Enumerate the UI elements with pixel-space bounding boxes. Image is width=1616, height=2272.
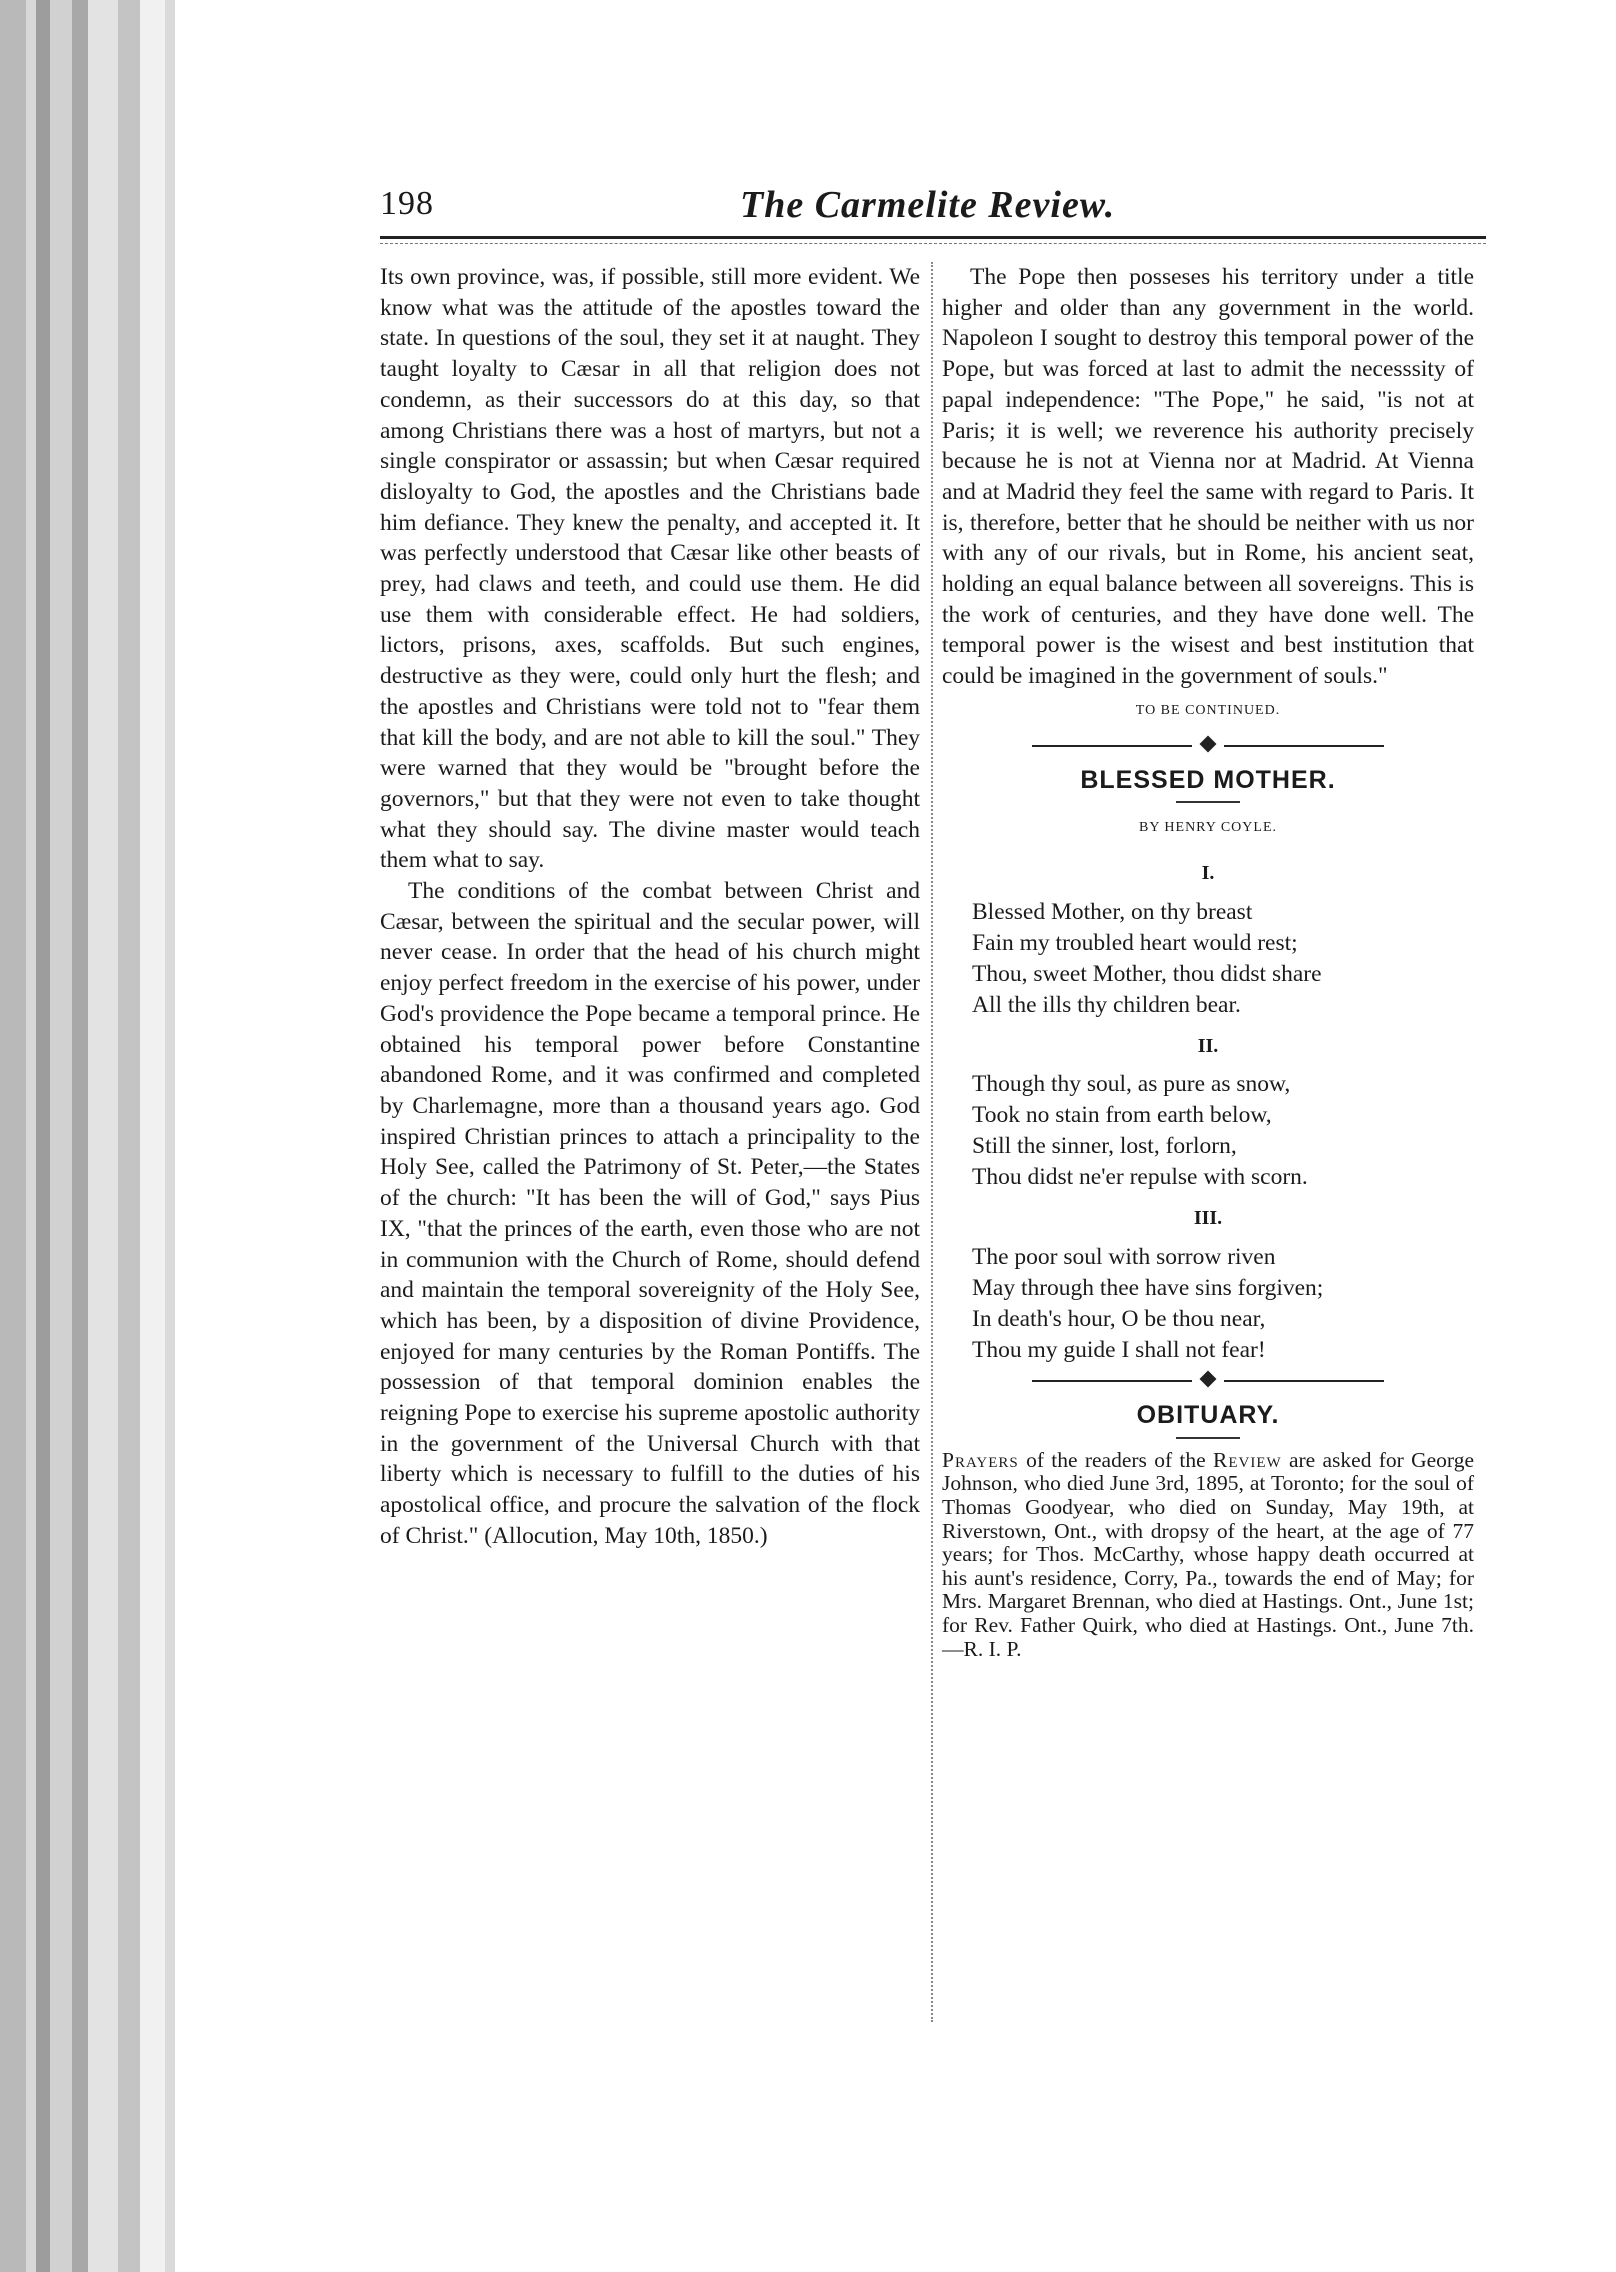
obituary-body: are asked for George Johnson, who died June 3rd, 1895, at Toronto; for the soul of Thomas Goodyear, who died on Sunday, May 19th, at Riverstown, Ont., with dropsy of the heart, at the age of 77 years; for Thos. McCarthy, whose happy death occurred at his aunt's residence, Corry, Pa., towards the end of May; for Mrs. Margaret Brennan, who died at Hastings. Ont., June 1st; for Rev. Father Quirk, who died at Hastings. Ont., June 7th.—R. I. P. bbox=[942, 1447, 1474, 1661]
verse-line: Thou didst ne'er repulse with scorn. bbox=[972, 1164, 1308, 1191]
verse-line: May through thee have sins forgiven; bbox=[972, 1275, 1324, 1302]
poem-byline: BY HENRY COYLE. bbox=[1138, 820, 1278, 836]
verse-line: Took no stain from earth below, bbox=[972, 1102, 1272, 1129]
header-rule-dashed bbox=[380, 243, 1486, 244]
ornament-divider bbox=[942, 735, 1474, 757]
verse-line: Blessed Mother, on thy breast bbox=[972, 898, 1253, 925]
review-word: Review bbox=[1212, 1447, 1282, 1472]
obituary-text bbox=[942, 1449, 1474, 1661]
verse-line: Though thy soul, as pure as snow, bbox=[972, 1071, 1291, 1098]
page-edge-shadow bbox=[165, 0, 175, 2272]
verse-line: Thou, sweet Mother, thou didst share bbox=[972, 960, 1322, 987]
continued-note: TO BE CONTINUED. bbox=[1135, 702, 1281, 718]
journal-title: The Carmelite Review. bbox=[740, 184, 1116, 226]
title-underline bbox=[1176, 1437, 1240, 1439]
verse-line: Still the sinner, lost, forlorn, bbox=[972, 1133, 1237, 1160]
ornament-divider bbox=[942, 1370, 1474, 1392]
stanza-number: II. bbox=[1197, 1034, 1219, 1057]
obituary-lead-rest: of the readers of the bbox=[1018, 1447, 1213, 1472]
poem-stanza bbox=[942, 858, 1474, 1021]
book-binding bbox=[0, 0, 165, 2272]
article-paragraph: The conditions of the combat between Christ and Cæsar, between the spiritual and the secular power, will never cease. In order that the head of his church might enjoy perfect freedom in the exercise of his power, under God's providence the Pope became a temporal prince. He obtained his temporal power before Constantine abandoned Rome, and it was confirmed and completed by Charlemagne, more than a thousand years ago. God inspired Christian princes to attach a principality to the Holy See, called the Patrimony of St. Peter,—the States of the church: "It has been the will of God," says Pius IX, "that the princes of the earth, even those who are not in communion with the Church of Rome, should defend and maintain the temporal sovereignity of the Holy See, which has been, by a disposition of divine Providence, enjoyed for many centuries by the Roman Pontiffs. The possession of that temporal dominion enables the reigning Pope to exercise his supreme apostolic authority in the government of the Universal Church with that liberty which is necessary to fulfill to the duties of his apostolical office, and procure the salvation of the flock of Christ." (Allocution, May 10th, 1850.) bbox=[380, 878, 920, 1549]
page-header bbox=[380, 185, 1486, 235]
verse-line: Thou my guide I shall not fear! bbox=[972, 1337, 1266, 1364]
poem-stanza bbox=[942, 1031, 1474, 1194]
verse-line: Fain my troubled heart would rest; bbox=[972, 929, 1298, 956]
obituary-lead: Prayers bbox=[942, 1447, 1019, 1472]
verse-line: The poor soul with sorrow riven bbox=[972, 1244, 1276, 1271]
left-column bbox=[380, 262, 920, 1552]
poem-stanza bbox=[942, 1203, 1474, 1366]
poem-title: BLESSED MOTHER. bbox=[1080, 765, 1336, 794]
header-rule bbox=[380, 236, 1486, 239]
page-number: 198 bbox=[380, 185, 434, 222]
article-paragraph: The Pope then posseses his territory under a title higher and older than any government in the world. Napoleon I sought to destroy this temporal power of the Pope, but was forced at last to admit the necesssity of papal independence: "The Pope," he said, "is not at Paris; it is well; we reverence his authority precisely because he is not at Vienna nor at Madrid. At Vienna and at Madrid they feel the same with regard to Paris. It is, therefore, better that he should be neither with us nor with any of our rivals, but in Rome, his ancient seat, holding an equal balance between all sovereigns. This is the work of centuries, and they have done well. The temporal power is the wisest and best institution that could be imagined in the government of souls." bbox=[942, 264, 1474, 690]
right-column bbox=[942, 262, 1474, 1661]
stanza-number: I. bbox=[1201, 861, 1215, 884]
stanza-number: III. bbox=[1193, 1207, 1223, 1230]
column-divider bbox=[931, 262, 933, 2022]
verse-line: In death's hour, O be thou near, bbox=[972, 1306, 1266, 1333]
obituary-title: OBITUARY. bbox=[1136, 1401, 1280, 1430]
verse-line: All the ills thy children bear. bbox=[972, 991, 1241, 1018]
article-paragraph: Its own province, was, if possible, still more evident. We know what was the attitude of the apostles toward the state. In questions of the soul, they set it at naught. They taught loyalty to Cæsar in all that religion does not condemn, as their successors do at this day, so that among Christians there was a host of martyrs, but not a single conspirator or assassin; but when Cæsar required disloyalty to God, the apostles and the Christians bade him defiance. They knew the penalty, and accepted it. It was perfectly understood that Cæsar like other beasts of prey, had claws and teeth, and could use them. He did use them with considerable effect. He had soldiers, lictors, prisons, axes, scaffolds. But such engines, destructive as they were, could only hurt the flesh; and the apostles and Christians were told not to "fear them that kill the body, and are not able to kill the soul." They were warned that they would be "brought before the governors," but that they were not even to take thought what they should say. The divine master would teach them what to say. bbox=[380, 264, 920, 874]
title-underline bbox=[1176, 801, 1240, 803]
